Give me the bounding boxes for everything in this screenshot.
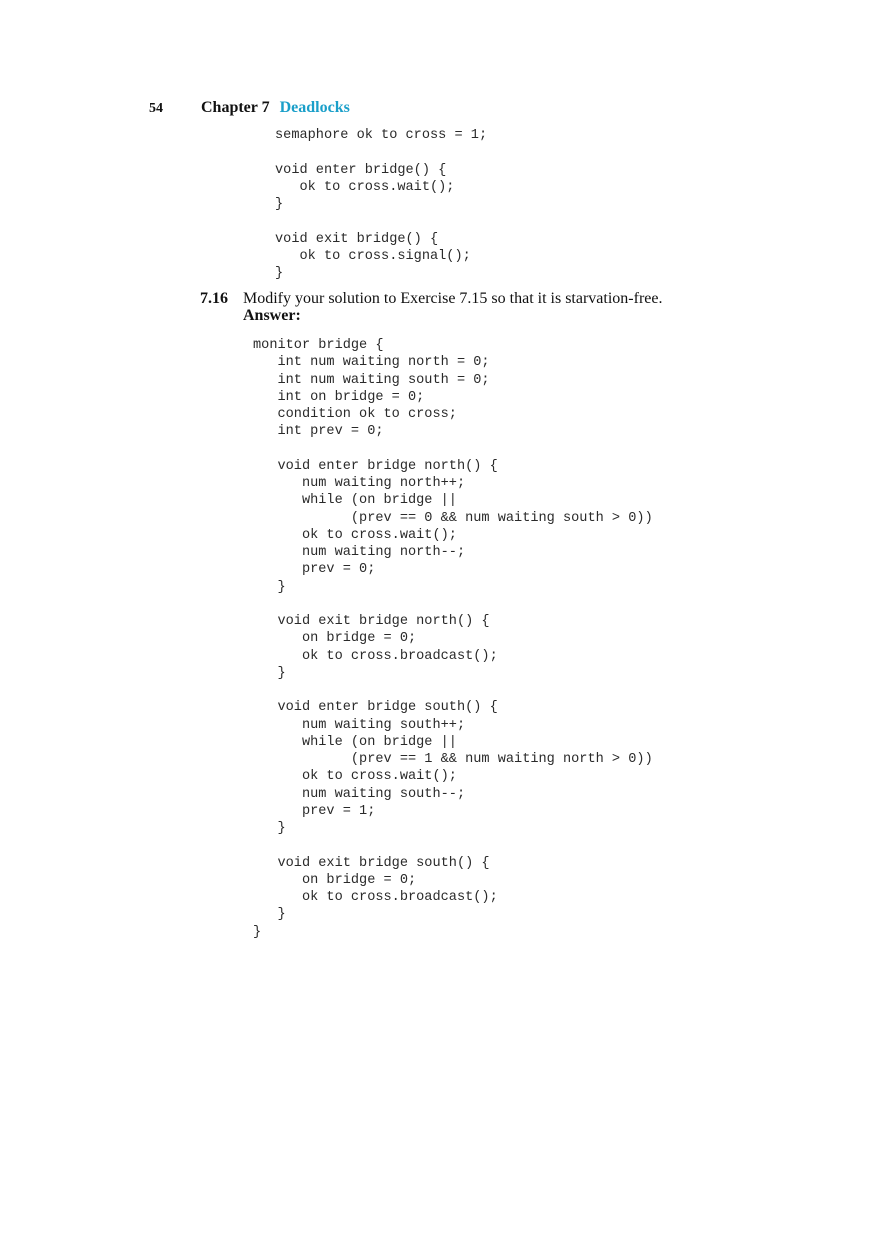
code-line: while (on bridge || [253,734,457,750]
code-line: int on bridge = 0; [253,389,425,405]
code-line: int prev = 0; [253,424,384,440]
code-line: (prev == 1 && num waiting north > 0)) [253,752,653,767]
code-line: num waiting north--; [253,545,466,560]
code-line: (prev == 0 && num waiting south > 0)) [253,510,653,526]
code-line: void exit bridge south() { [253,855,490,871]
code-line: num waiting south++; [253,717,466,733]
code-line: ok to cross.wait(); [253,769,457,785]
code-line: void exit bridge north() { [253,614,490,629]
exercise-question: Modify your solution to Exercise 7.15 so that it is starvation-free. [243,290,663,307]
code-line: void exit bridge() { [275,231,439,247]
code-line: } [253,924,262,940]
code-line: int num waiting south = 0; [253,372,490,388]
code-line: condition ok to cross; [253,407,457,422]
code-line: } [253,821,286,836]
code-line: prev = 0; [253,562,376,578]
code-line: semaphore ok to cross = 1; [275,128,488,143]
page-number: 54 [149,101,163,116]
code-line: void enter bridge south() { [253,700,498,716]
code-line: } [253,665,286,681]
answer-label: Answer: [243,307,301,324]
chapter-title: Deadlocks [279,99,350,116]
code-block-monitor-bridge [253,337,653,941]
code-line: on bridge = 0; [253,631,417,647]
code-line: ok to cross.signal(); [275,248,471,264]
code-line: ok to cross.broadcast(); [253,890,498,905]
code-line: ok to cross.broadcast(); [253,648,498,664]
code-line: ok to cross.wait(); [275,179,455,195]
code-line: void enter bridge() { [275,162,447,178]
code-line: on bridge = 0; [253,872,417,888]
running-header [201,99,350,117]
code-line: } [253,579,286,595]
chapter-label: Chapter 7 [201,99,270,116]
code-line: } [275,197,284,212]
code-line: } [253,907,286,923]
code-line: ok to cross.wait(); [253,527,457,543]
code-line: num waiting south--; [253,786,466,802]
code-line: monitor bridge { [253,338,384,353]
code-line: prev = 1; [253,803,376,819]
exercise-number: 7.16 [200,290,228,307]
code-line: num waiting north++; [253,476,466,491]
code-block-previous-solution [275,127,487,282]
code-line: int num waiting north = 0; [253,355,490,371]
code-line: } [275,266,284,281]
code-line: void enter bridge north() { [253,458,498,474]
code-line: while (on bridge || [253,493,457,509]
